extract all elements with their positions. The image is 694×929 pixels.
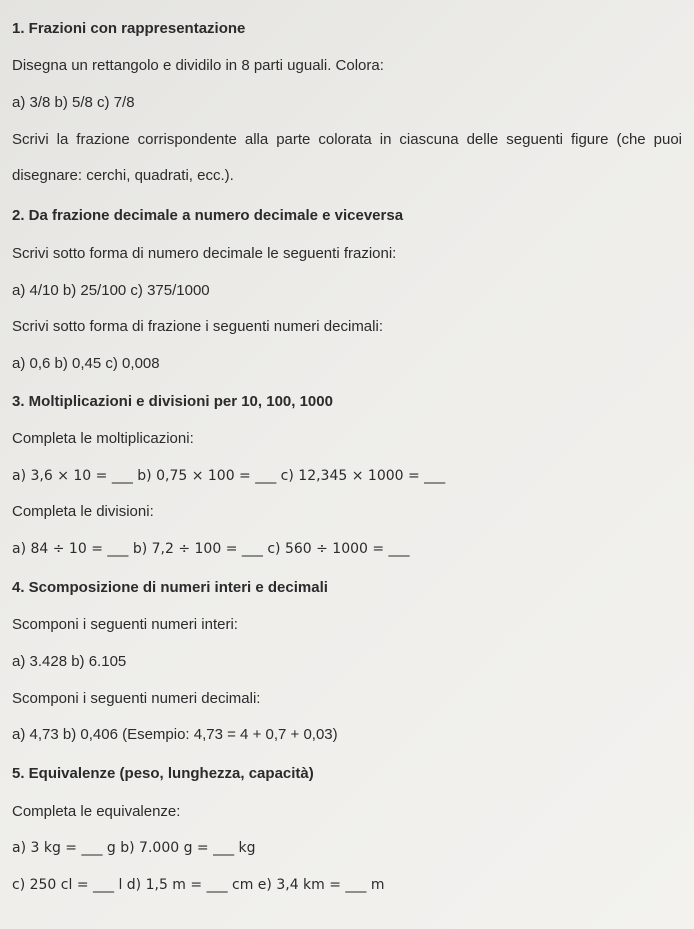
section-1-items: a) 3/8 b) 5/8 c) 7/8 xyxy=(12,94,135,111)
section-2-items-2: a) 0,6 b) 0,45 c) 0,008 xyxy=(12,355,160,372)
section-3-instruction: Completa le moltiplicazioni: xyxy=(12,430,194,447)
section-4-items: a) 3.428 b) 6.105 xyxy=(12,653,127,670)
section-5-instruction: Completa le equivalenze: xyxy=(12,803,181,820)
section-5-items-2: c) 250 cl = ___ l d) 1,5 m = ___ cm e) 3,4 km = ___ m xyxy=(12,877,385,893)
section-4-instruction-2: Scomponi i seguenti numeri decimali: xyxy=(12,690,261,707)
section-1-instruction-2: Scrivi la frazione corrispondente alla parte colorata in ciascuna delle seguenti figure (che puoi xyxy=(12,131,682,148)
section-2-title: 2. Da frazione decimale a numero decimale e viceversa xyxy=(12,207,404,224)
section-3-instruction-2: Completa le divisioni: xyxy=(12,503,154,520)
section-1-instruction-2-cont: disegnare: cerchi, quadrati, ecc.). xyxy=(12,167,234,184)
section-3-multiplications: a) 3,6 × 10 = ___ b) 0,75 × 100 = ___ c) 12,345 × 1000 = ___ xyxy=(12,468,446,484)
section-5-title: 5. Equivalenze (peso, lunghezza, capacità) xyxy=(12,765,314,782)
section-4-instruction: Scomponi i seguenti numeri interi: xyxy=(12,616,238,633)
section-2-instruction: Scrivi sotto forma di numero decimale le seguenti frazioni: xyxy=(12,245,397,262)
section-1-instruction: Disegna un rettangolo e dividilo in 8 parti uguali. Colora: xyxy=(12,57,384,74)
section-5-items-1: a) 3 kg = ___ g b) 7.000 g = ___ kg xyxy=(12,840,256,856)
section-2-instruction-2: Scrivi sotto forma di frazione i seguenti numeri decimali: xyxy=(12,318,383,335)
section-1-title: 1. Frazioni con rappresentazione xyxy=(12,20,246,37)
section-3-divisions: a) 84 ÷ 10 = ___ b) 7,2 ÷ 100 = ___ c) 560 ÷ 1000 = ___ xyxy=(12,541,410,557)
section-4-title: 4. Scomposizione di numeri interi e decimali xyxy=(12,579,328,596)
section-4-items-2: a) 4,73 b) 0,406 (Esempio: 4,73 = 4 + 0,7 + 0,03) xyxy=(12,726,338,743)
section-2-items: a) 4/10 b) 25/100 c) 375/1000 xyxy=(12,282,210,299)
section-3-title: 3. Moltiplicazioni e divisioni per 10, 100, 1000 xyxy=(12,393,333,410)
